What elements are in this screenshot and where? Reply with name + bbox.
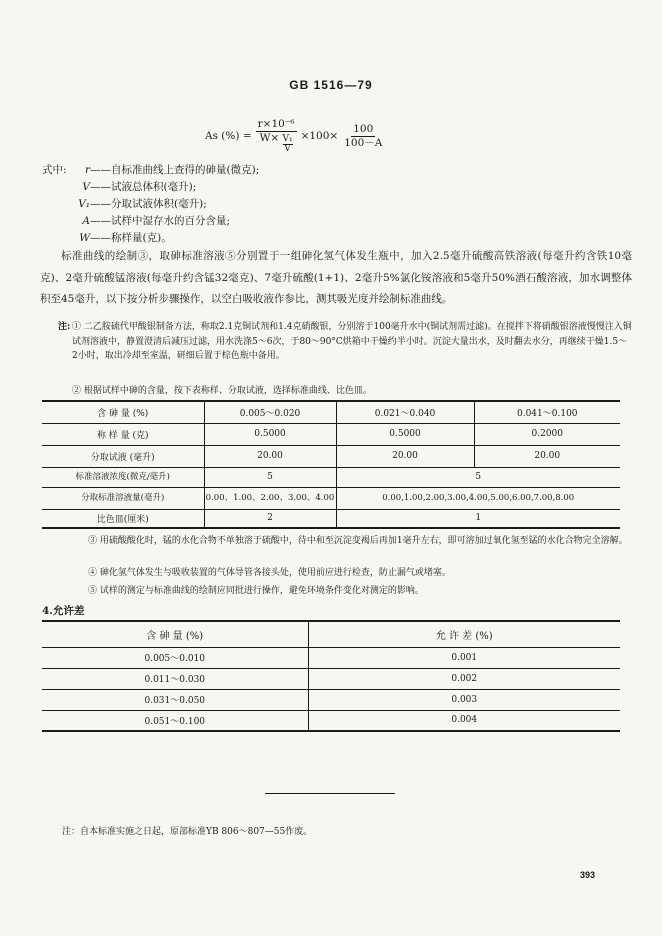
table-cell: 0.051～0.100	[42, 710, 308, 731]
table-header-row	[42, 621, 620, 647]
table-row	[42, 647, 620, 668]
row-label: 分取标准溶液量(毫升)	[42, 487, 204, 509]
note-5: ⑤ 试样的测定与标准曲线的绘制应同批进行操作，避免环境条件变化对测定的影响。	[88, 586, 424, 596]
table-cell: 0.00,1.00,2.00,3.00,4.00,5.00,6.00,7.00,8.00	[336, 487, 620, 509]
table-cell: 0.041～0.100	[474, 401, 620, 423]
legend-item: V₁——分取试液体积(毫升);	[78, 198, 207, 210]
table-cell: 0.011～0.030	[42, 668, 308, 689]
row-label: 含 砷 量 (%)	[42, 401, 204, 423]
table-cell: 0.031～0.050	[42, 689, 308, 710]
table-cell: 2	[204, 509, 336, 528]
table-row	[42, 423, 620, 445]
note-3: ③ 用硫酸酸化时，锰的水化合物不单独溶于硫酸中，待中和至沉淀变褐后再加1毫升左右，即可溶加过氧化氢至锰的水化合物完全溶解。	[88, 536, 628, 546]
row-label: 称 样 量 (克)	[42, 423, 204, 445]
table-cell: 0.021～0.040	[336, 401, 474, 423]
table-row	[42, 509, 620, 528]
table-row	[42, 467, 620, 487]
legend-label: 式中:	[42, 164, 67, 176]
table-cell: 0.005～0.010	[42, 647, 308, 668]
table-cell: 0.5000	[204, 423, 336, 445]
legend-item: A——试样中湿存水的百分含量;	[82, 215, 231, 227]
table-cell: 20.00	[474, 445, 620, 467]
legend-list	[72, 162, 259, 247]
formula-denominator-2: 100－A	[344, 136, 383, 149]
table-cell: 0.00、1.00、2.00、3.00、4.00	[204, 487, 336, 509]
table-cell: 0.001	[308, 647, 620, 668]
formula-v: V	[284, 144, 291, 154]
formula-numerator: r×10⁻⁶	[257, 118, 295, 130]
formula-fraction-main	[256, 118, 297, 154]
table-row	[42, 689, 620, 710]
note-4: ④ 砷化氢气体发生与吸收装置的气体导管各接头处，使用前应进行检查，防止漏气或堵塞。	[88, 568, 451, 578]
note-1: ① 二乙胺硫代甲酸银制备方法，称取2.1克铜试剂和1.4克硝酸银，分别溶于100毫升水中(铜试剂需过滤)。在搅拌下将硝酸银溶液慢慢注入铜试剂溶液中，静置澄清后减压过滤，用水洗涤5～6次，于80～90°C烘箱中干燥约半小时。沉淀大量出水，及时翻去水分，再继续干燥1.5～2小时，取出冷却至室温，研细后置于棕色瓶中备用。	[72, 322, 632, 361]
formula-denominator	[258, 132, 295, 154]
sample-table	[42, 400, 620, 529]
table-cell: 5	[204, 467, 336, 487]
arsenic-formula	[205, 118, 386, 154]
section-title: 4.允许差	[42, 605, 85, 617]
legend-item: W——称样量(克)。	[79, 232, 172, 244]
table-row	[42, 445, 620, 467]
table-row	[42, 487, 620, 509]
tolerance-table	[42, 620, 620, 732]
footnote-divider	[265, 793, 395, 794]
formula-multiplier: ×100×	[300, 130, 339, 142]
table-cell: 20.00	[336, 445, 474, 467]
calibration-paragraph: 标准曲线的绘制③，取砷标准溶液⑤分别置于一组砷化氢气体发生瓶中，加入2.5毫升硫酸高铁溶液(每毫升约含铁10毫克)、2毫升硫酸锰溶液(每毫升约含锰32毫克)、7毫升硫酸(1+1)、2毫升5%氯化铵溶液和5毫升50%酒石酸溶液，加水调整体积至45毫升，以下按分析步骤操作，以空白吸收液作参比，测其吸光度并绘制标准曲线。	[40, 250, 632, 305]
table-cell: 0.2000	[474, 423, 620, 445]
formula-w: W×	[259, 132, 280, 144]
header-tolerance: 允 许 差 (%)	[308, 621, 620, 647]
table-cell: 0.002	[308, 668, 620, 689]
standard-number: GB 1516—79	[289, 78, 373, 92]
table-cell: 0.004	[308, 710, 620, 731]
formula-volume-ratio	[283, 135, 293, 154]
page-number: 393	[580, 870, 596, 880]
formula-fraction-moisture	[342, 123, 384, 150]
row-label: 比色皿(厘米)	[42, 509, 204, 528]
header-arsenic-content: 含 砷 量 (%)	[42, 621, 308, 647]
table-cell: 5	[336, 467, 620, 487]
formula-lhs: As (%) =	[205, 130, 252, 142]
formula-numerator-2: 100	[353, 122, 374, 135]
notes-label: 注:	[58, 322, 71, 332]
table-row	[42, 401, 620, 423]
row-label: 标准溶液浓度(微克/毫升)	[42, 467, 204, 487]
formula-v1: V₁	[282, 134, 293, 144]
legend-item: V——试液总体积(毫升);	[82, 181, 197, 193]
table-row	[42, 668, 620, 689]
table-cell: 20.00	[204, 445, 336, 467]
table-cell: 0.005～0.020	[204, 401, 336, 423]
table-cell: 0.003	[308, 689, 620, 710]
table-cell: 0.5000	[336, 423, 474, 445]
legend-item: r——自标准曲线上查得的砷量(微克);	[84, 164, 260, 176]
table-row	[42, 710, 620, 731]
footnote: 注：自本标准实施之日起，原部标准YB 806～807—55作废。	[62, 827, 313, 837]
note-2: ② 根据试样中砷的含量，按下表称样、分取试液，选择标准曲线、比色皿。	[72, 386, 372, 396]
table-cell: 1	[336, 509, 620, 528]
row-label: 分取试液 (毫升)	[42, 445, 204, 467]
